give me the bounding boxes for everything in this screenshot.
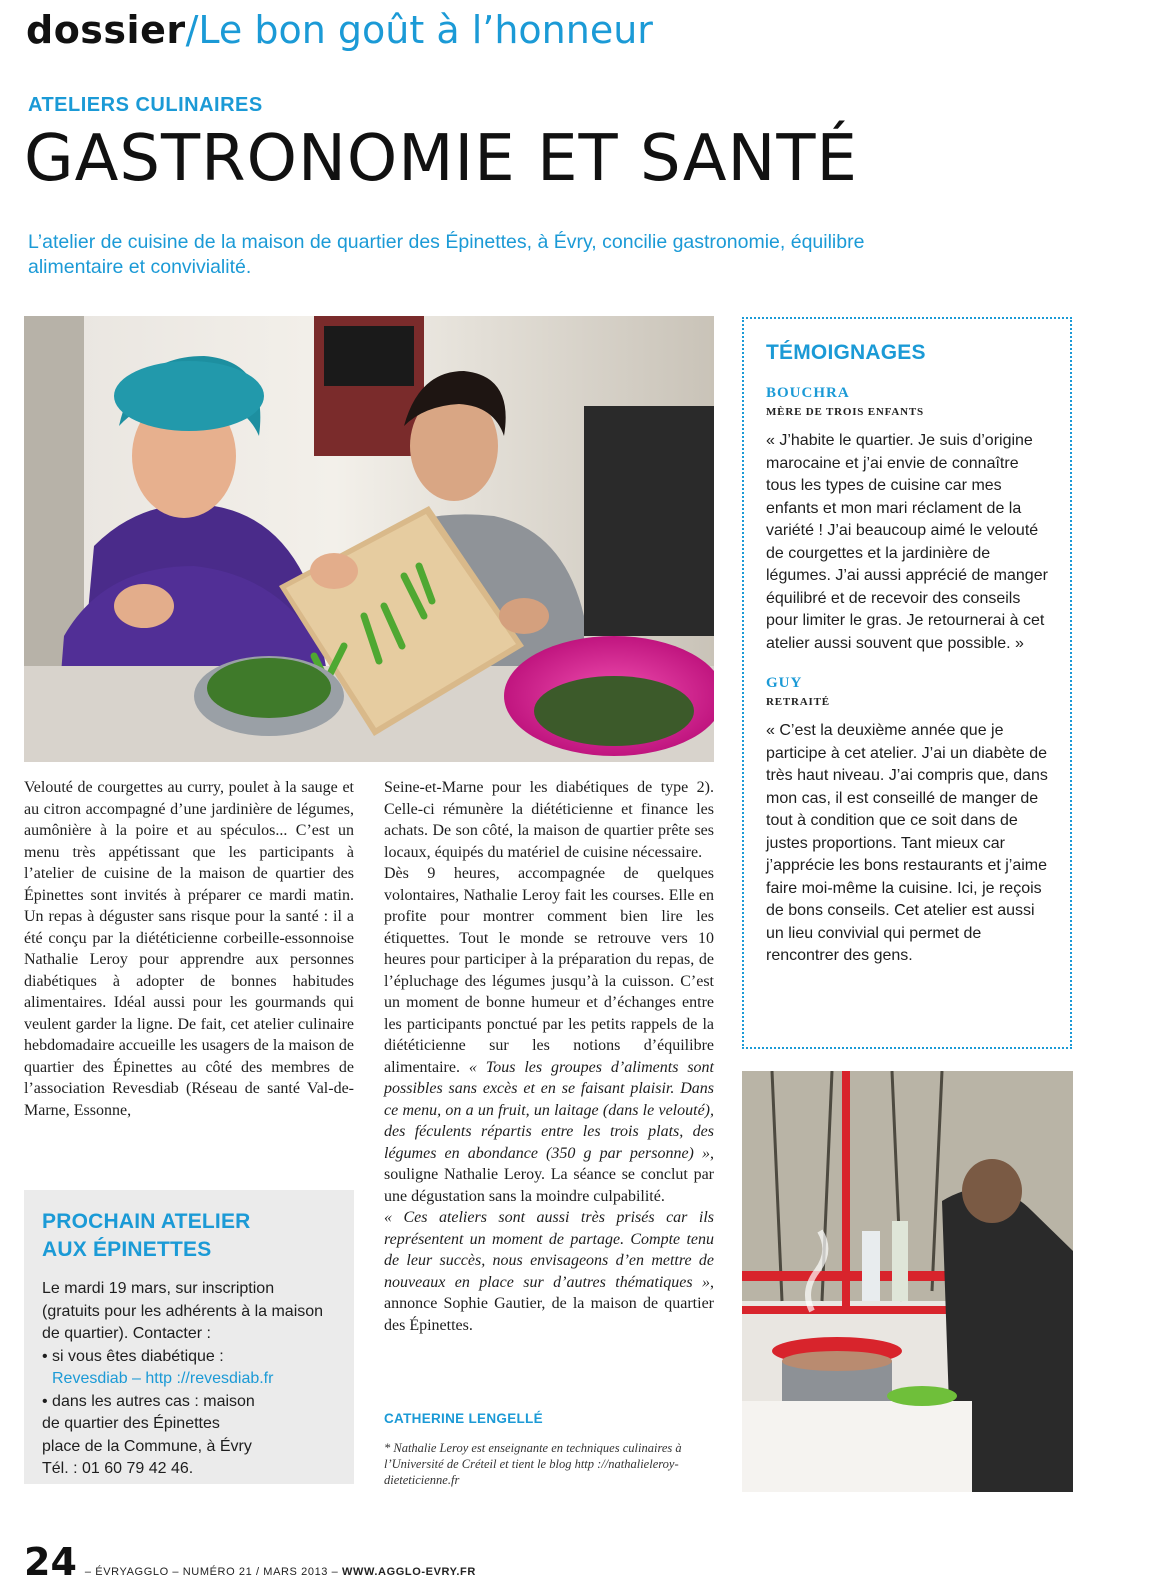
footer-issue: – ÉVRYAGGLO – NUMÉRO 21 / MARS 2013 – <box>84 1566 343 1578</box>
cooking-workshop-photo <box>24 316 714 762</box>
article-paragraph <box>384 863 714 1207</box>
article-lede: L’atelier de cuisine de la maison de quartier des Épinettes, à Évry, concilie gastronomie, équilibre alimentaire et convivialité. <box>28 231 865 278</box>
section-slash: / <box>185 8 199 52</box>
dietitian-quote: « Tous les groupes d’aliments sont possibles sans excès et en se faisant plaisir. Dans ce menu, on a un fruit, un laitage (dans le velouté), des féculents répartis entre les trois plats, des légumes en abondance (350 g par personne) » <box>384 1058 715 1162</box>
section-theme: Le bon goût à l’honneur <box>198 8 653 52</box>
paragraph-text: , annonce Sophie Gautier, de la maison de quartier des Épinettes. <box>384 1273 714 1334</box>
manager-quote: « Ces ateliers sont aussi très prisés car ils représentent un moment de partage. Compte tenu de leur succès, nous envisageons d’en mettre de nouveaux en place sur d’autres thématiques » <box>384 1209 714 1291</box>
testimonial-role: RETRAITÉ <box>766 696 830 708</box>
infobox-title-line: AUX ÉPINETTES <box>42 1238 212 1261</box>
infobox-address: place de la Commune, à Évry <box>42 1437 252 1455</box>
section-label: dossier <box>26 8 186 52</box>
testimonial-name: GUY <box>766 675 803 691</box>
infobox-bullet: • dans les autres cas : maison <box>42 1392 255 1410</box>
footer-text <box>85 1566 476 1578</box>
section-header <box>26 8 1126 58</box>
testimonial-quote: « C’est la deuxième année que je participe à cet atelier. J’ai un diabète de très haut niveau. J’ai compris que, dans mon cas, il est conseillé de manger de tout à condition que ce soit dans de justes proportions. Tant mieux car j’apprécie les bons restaurants et j’aime faire moi-même la cuisine. Ici, je reçois de bons conseils. Cet atelier est aussi un lieu convivial qui permet de rencontrer des gens. <box>766 722 1048 964</box>
next-workshop-box <box>24 1190 354 1484</box>
page-footer <box>24 1540 476 1584</box>
infobox-body <box>42 1278 336 1481</box>
article-paragraph: Seine-et-Marne pour les diabétiques de type 2). Celle-ci rémunère la diététicienne et finance les achats. De son côté, la maison de quartier prête ses locaux, équipés du matériel de cuisine nécessaire. <box>384 779 714 861</box>
testimonial-quote: « J’habite le quartier. Je suis d’origine marocaine et j’ai envie de connaître tous les types de cuisine car mes enfants et mon mari réclament de la variété ! J’ai beaucoup aimé le velouté de courgettes et la jardinière de légumes. J’ai aussi apprécié de manger équilibré et de recevoir des conseils pour limiter le gras. Je retournerai à cet atelier aussi souvent que possible. » <box>766 432 1048 652</box>
article-paragraph: Velouté de courgettes au curry, poulet à la sauge et au citron accompagné d’une jardinière de légumes, aumônière à la poire et au spéculos... C’est un menu très appétissant que les participants à l’atelier de cuisine de la maison de quartier des Épinettes sont invités à préparer ce mardi matin. Un repas à déguster sans risque pour la santé : il a été conçu par la diététicienne corbeille-essonnoise Nathalie Leroy pour apprendre aux personnes diabétiques à adopter de bonnes habitudes alimentaires. Idéal aussi pour les gourmands qui veulent garder la ligne. De fait, cet atelier culinaire hebdomadaire accueille les usagers de la maison de quartier des Épinettes au côté des membres de l’association Revesdiab (Réseau de santé Val-de-Marne, Essonne, <box>24 779 354 1119</box>
testimonials-title: TÉMOIGNAGES <box>766 341 926 364</box>
infobox-address: de quartier des Épinettes <box>42 1415 220 1432</box>
article-title: GASTRONOMIE ET SANTÉ <box>24 122 858 196</box>
article-footnote: * Nathalie Leroy est enseignante en techniques culinaires à l’Université de Créteil et tient le blog http ://nathalieleroy-dieteticienne.fr <box>384 1441 682 1487</box>
article-column-2 <box>384 777 714 1336</box>
article-paragraph <box>384 1207 714 1336</box>
paragraph-text: , souligne Nathalie Leroy. La séance se conclut par une dégustation sans la moindre culpabilité. <box>384 1144 714 1205</box>
infobox-title-line: PROCHAIN ATELIER <box>42 1210 251 1233</box>
page-number: 24 <box>24 1540 77 1584</box>
infobox-phone: Tél. : 01 60 79 42 46. <box>42 1460 194 1477</box>
infobox-bullet: • si vous êtes diabétique : <box>42 1347 224 1365</box>
testimonial-role: MÈRE DE TROIS ENFANTS <box>766 406 924 418</box>
infobox-text: Le mardi 19 mars, sur inscription (gratuits pour les adhérents à la maison de quartier). Contacter : <box>42 1280 324 1342</box>
kitchen-photo <box>742 1071 1073 1492</box>
article-column-1 <box>24 777 354 1121</box>
testimonials-box <box>742 317 1072 1049</box>
infobox-title <box>42 1208 336 1264</box>
testimonial-name: BOUCHRA <box>766 385 850 401</box>
revesdiab-link[interactable]: Revesdiab – http ://revesdiab.fr <box>52 1370 274 1387</box>
paragraph-text: Dès 9 heures, accompagnée de quelques volontaires, Nathalie Leroy fait les courses. Elle en profite pour montrer comment bien lire les étiquettes. Tout le monde se retrouve vers 10 heures pour participer à la préparation du repas, de l’épluchage des légumes jusqu’à la cuisson. C’est un moment de bonne humeur et d’échanges entre les participants ponctué par les petits rappels de la diététicienne sur les notions d’équilibre alimentaire. <box>384 865 714 1076</box>
article-byline: CATHERINE LENGELLÉ <box>384 1411 543 1426</box>
footer-website[interactable]: WWW.AGGLO-EVRY.FR <box>342 1566 476 1578</box>
article-kicker: ATELIERS CULINAIRES <box>28 94 263 116</box>
